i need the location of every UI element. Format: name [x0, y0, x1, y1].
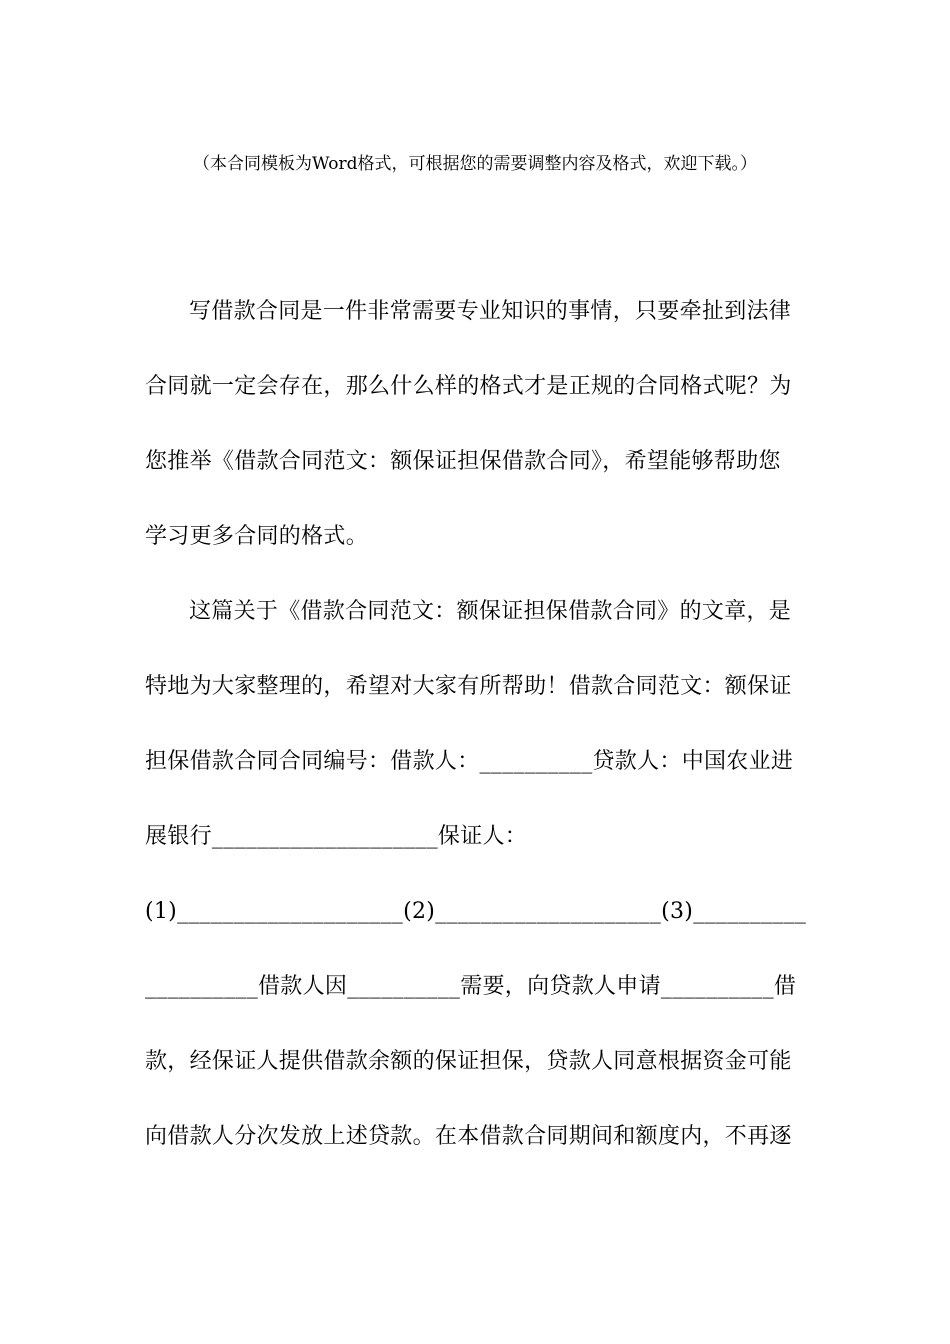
paragraph-3-line-1: __________借款人因__________需要，向贷款人申请__________借	[145, 974, 797, 999]
paragraph-3-line-2: 款，经保证人提供借款余额的保证担保，贷款人同意根据资金可能	[145, 1049, 792, 1074]
paragraph-2-line-1: 这篇关于《借款合同范文：额保证担保借款合同》的文章，是	[189, 599, 792, 624]
paragraph-2-line-3: 担保借款合同合同编号：借款人：__________贷款人：中国农业进	[145, 749, 794, 774]
paragraph-1-line-2: 合同就一定会存在，那么什么样的格式才是正规的合同格式呢？为	[145, 374, 792, 399]
paragraph-1-line-4: 学习更多合同的格式。	[145, 524, 369, 549]
paragraph-3-line-3: 向借款人分次发放上述贷款。在本借款合同期间和额度内，不再逐	[145, 1124, 792, 1149]
paragraph-1-line-1: 写借款合同是一件非常需要专业知识的事情，只要牵扯到法律	[189, 299, 792, 324]
guarantor-list-line: (1)____________________(2)____________________(3)__________	[145, 899, 807, 924]
paragraph-1-line-3: 您推举《借款合同范文：额保证担保借款合同》，希望能够帮助您	[145, 449, 781, 474]
template-notice: （本合同模板为Word格式，可根据您的需要调整内容及格式，欢迎下载。）	[192, 154, 758, 174]
paragraph-2-line-4: 展银行____________________保证人：	[145, 824, 528, 849]
paragraph-2-line-2: 特地为大家整理的，希望对大家有所帮助！借款合同范文：额保证	[145, 674, 792, 699]
